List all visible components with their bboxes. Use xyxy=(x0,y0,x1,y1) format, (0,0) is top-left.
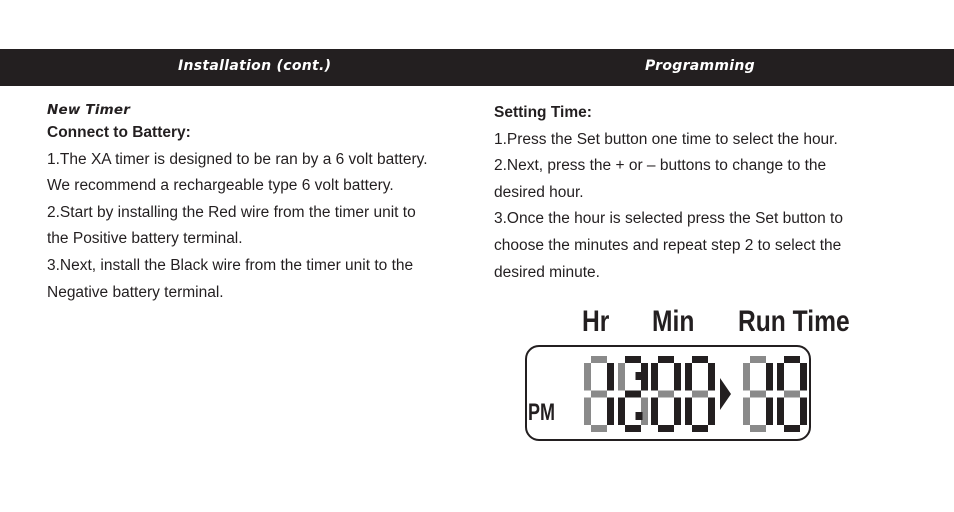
lcd-segment-f xyxy=(618,363,625,391)
connect-battery-heading: Connect to Battery: xyxy=(47,124,191,141)
lcd-arrow-indicator xyxy=(720,378,731,410)
lcd-segment-a xyxy=(625,356,641,363)
lcd-segment-e xyxy=(777,398,784,426)
lcd-segment-d xyxy=(692,425,708,432)
lcd-segment-a xyxy=(591,356,607,363)
instruction-line: 3.Next, install the Black wire from the timer unit to the xyxy=(47,256,414,274)
instruction-line: 1.The XA timer is designed to be ran by a 6 volt battery. xyxy=(47,150,428,168)
lcd-segment-c xyxy=(708,398,715,426)
programming-header-title: Programming xyxy=(645,58,755,74)
lcd-segment-g xyxy=(750,391,766,398)
lcd-segment-d xyxy=(625,425,641,432)
lcd-segment-g xyxy=(625,391,641,398)
lcd-segment-f xyxy=(651,363,658,391)
lcd-segment-b xyxy=(766,363,773,391)
lcd-segment-f xyxy=(685,363,692,391)
lcd-segment-a xyxy=(692,356,708,363)
lcd-segment-e xyxy=(651,398,658,426)
lcd-segment-b xyxy=(708,363,715,391)
lcd-segment-b xyxy=(607,363,614,391)
lcd-segment-f xyxy=(777,363,784,391)
lcd-segment-c xyxy=(607,398,614,426)
instruction-line: choose the minutes and repeat step 2 to select the xyxy=(494,236,842,254)
instruction-line: We recommend a rechargeable type 6 volt battery. xyxy=(47,177,394,195)
lcd-segment-e xyxy=(618,398,625,426)
lcd-segment-f xyxy=(584,363,591,391)
installation-header-title: Installation (cont.) xyxy=(178,58,332,74)
lcd-segment-c xyxy=(641,398,648,426)
lcd-segment-a xyxy=(750,356,766,363)
instruction-line: 1.Press the Set button one time to select the hour. xyxy=(494,130,838,148)
instruction-line: the Positive battery terminal. xyxy=(47,230,243,248)
lcd-segment-a xyxy=(658,356,674,363)
lcd-segment-d xyxy=(591,425,607,432)
lcd-hour-label: Hr xyxy=(582,305,610,338)
lcd-run-time-label: Run Time xyxy=(738,305,850,338)
setting-time-heading: Setting Time: xyxy=(494,104,592,121)
lcd-segment-c xyxy=(800,398,807,426)
lcd-segment-e xyxy=(685,398,692,426)
lcd-pm-indicator: PM xyxy=(528,399,555,426)
lcd-segment-g xyxy=(784,391,800,398)
instruction-line: Negative battery terminal. xyxy=(47,283,224,301)
lcd-segment-c xyxy=(674,398,681,426)
lcd-segment-g xyxy=(692,391,708,398)
lcd-segment-e xyxy=(584,398,591,426)
lcd-segment-g xyxy=(591,391,607,398)
new-timer-subtitle: New Timer xyxy=(47,102,131,118)
lcd-segment-d xyxy=(658,425,674,432)
lcd-colon-dot xyxy=(636,412,643,420)
lcd-segment-a xyxy=(784,356,800,363)
lcd-segment-b xyxy=(674,363,681,391)
lcd-segment-b xyxy=(800,363,807,391)
lcd-colon-dot xyxy=(636,372,643,380)
lcd-segment-c xyxy=(766,398,773,426)
instruction-line: desired hour. xyxy=(494,183,584,201)
lcd-segment-d xyxy=(784,425,800,432)
instruction-line: 2.Next, press the + or – buttons to change to the xyxy=(494,157,827,175)
lcd-segment-e xyxy=(743,398,750,426)
instruction-line: 3.Once the hour is selected press the Set button to xyxy=(494,210,843,228)
lcd-minute-label: Min xyxy=(652,305,695,338)
lcd-segment-d xyxy=(750,425,766,432)
instruction-line: 2.Start by installing the Red wire from the timer unit to xyxy=(47,203,416,221)
instruction-line: desired minute. xyxy=(494,263,600,281)
lcd-segment-f xyxy=(743,363,750,391)
lcd-segment-g xyxy=(658,391,674,398)
